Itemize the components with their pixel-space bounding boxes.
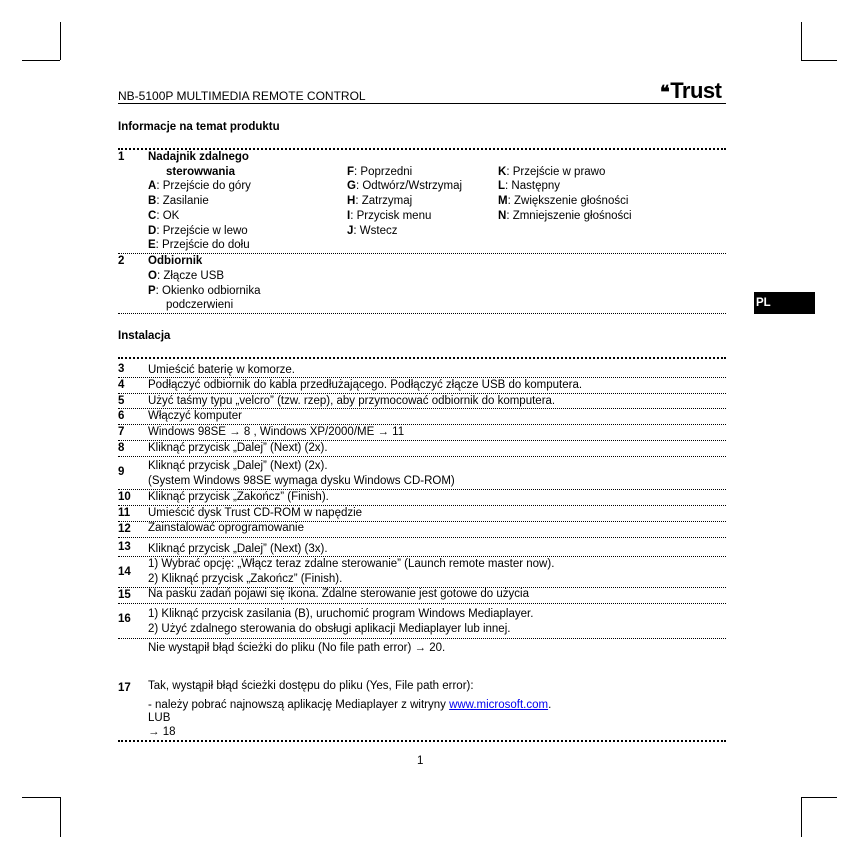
legend-entry: F: Poprzedni (347, 166, 413, 178)
item-title: Nadajnik zdalnego (148, 151, 249, 163)
legend-entry: E: Przejście do dołu (148, 239, 250, 251)
legend-entry: I: Przycisk menu (347, 210, 432, 222)
step-number: 17 (118, 682, 131, 694)
item-number: 2 (118, 255, 125, 267)
page-number: 1 (417, 755, 424, 767)
step-number: 9 (118, 466, 125, 478)
legend-entry: B: Zasilanie (148, 195, 209, 207)
legend-entry: D: Przejście w lewo (148, 225, 248, 237)
legend-entry: O: Złącze USB (148, 270, 225, 282)
legend-entry: J: Wstecz (347, 225, 398, 237)
legend-entry: A: Przejście do góry (148, 180, 251, 192)
crop-mark-bottom-left-v (60, 797, 61, 837)
step-text: 1) Wybrać opcję: „Włącz teraz zdalne sterowanie” (Launch remote master now). (148, 558, 555, 570)
legend-entry: N: Zmniejszenie głośności (498, 210, 632, 222)
legend-entry: G: Odtwórz/Wstrzymaj (347, 180, 463, 192)
step-text: Umieścić baterię w komorze. (148, 364, 295, 376)
step-number: 10 (118, 491, 131, 503)
product-info-heading: Informacje na temat produktu (118, 121, 280, 133)
crop-mark-top-left-v (60, 22, 61, 60)
step-number: 6 (118, 410, 125, 422)
step-text: Kliknąć przycisk „Zakończ” (Finish). (148, 491, 329, 503)
document-title: NB-5100P MULTIMEDIA REMOTE CONTROL (118, 89, 366, 103)
step-text: Windows 98SE → 8 , Windows XP/2000/ME → 11 (148, 426, 405, 438)
step-text: Tak, wystąpił błąd ścieżki dostępu do pliku (Yes, File path error): (148, 680, 474, 692)
step-text: Podłączyć odbiornik do kabla przedłużającego. Podłączyć złącze USB do komputera. (148, 379, 583, 391)
divider (118, 603, 726, 604)
step-number: 14 (118, 566, 131, 578)
step-text: Nie wystąpił błąd ścieżki do pliku (No file path error) → 20. (148, 642, 446, 654)
step-text: Kliknąć przycisk „Dalej” (Next) (3x). (148, 543, 328, 555)
step-text: Użyć taśmy typu „velcro” (tzw. rzep), aby przymocować odbiornik do komputera. (148, 395, 556, 407)
step-text: Włączyć komputer (148, 410, 242, 422)
trust-logo-mark-icon: ❝ (660, 82, 670, 102)
legend-entry: K: Przejście w prawo (498, 166, 606, 178)
trust-logo (660, 78, 721, 104)
divider (118, 313, 726, 314)
item-number: 1 (118, 151, 125, 163)
step-text: Umieścić dysk Trust CD-ROM w napędzie (148, 507, 363, 519)
legend-entry: C: OK (148, 210, 180, 222)
crop-mark-bottom-right-v (801, 797, 802, 837)
crop-mark-top-right-h (801, 60, 837, 61)
step-text: (System Windows 98SE wymaga dysku Windows CD-ROM) (148, 475, 455, 487)
step-text: Kliknąć przycisk „Dalej” (Next) (2x). (148, 460, 328, 472)
crop-mark-bottom-left-h (22, 797, 60, 798)
step-text: Kliknąć przycisk „Dalej” (Next) (2x). (148, 442, 328, 454)
header-rule (118, 103, 726, 104)
legend-entry: L: Następny (498, 180, 561, 192)
step-text: LUB (148, 712, 171, 724)
step-text: 2) Kliknąć przycisk „Zakończ” (Finish). (148, 573, 343, 585)
step-text: 1) Kliknąć przycisk zasilania (B), uruchomić program Windows Mediaplayer. (148, 608, 534, 620)
item-title: Odbiornik (148, 255, 203, 267)
legend-entry: M: Zwiększenie głośności (498, 195, 629, 207)
step-number: 15 (118, 589, 131, 601)
step-number: 13 (118, 541, 131, 553)
trust-logo-text: Trust (670, 78, 722, 103)
divider (118, 253, 726, 254)
crop-mark-top-left-h (22, 60, 60, 61)
step-number: 11 (118, 507, 131, 519)
step-text: → 18 (148, 726, 176, 738)
step-text: - należy pobrać najnowszą aplikację Mediaplayer z witryny www.microsoft.com. (148, 699, 552, 711)
language-tab: PL (754, 292, 815, 314)
step-text: Na pasku zadań pojawi się ikona. Zdalne sterowanie jest gotowe do użycia (148, 588, 529, 600)
legend-entry: P: Okienko odbiornika (148, 285, 261, 297)
step-number: 4 (118, 379, 125, 391)
step-number: 8 (118, 442, 125, 454)
legend-entry-cont: podczerwieni (166, 299, 234, 311)
divider (118, 537, 726, 538)
step-number: 12 (118, 523, 131, 535)
installation-heading: Instalacja (118, 330, 171, 342)
divider (118, 740, 726, 742)
item-title-cont: sterowwania (166, 166, 236, 178)
step-text: 2) Użyć zdalnego sterowania do obsługi aplikacji Mediaplayer lub innej. (148, 623, 511, 635)
crop-mark-bottom-right-h (801, 797, 837, 798)
step-text: Zainstalować oprogramowanie (148, 522, 304, 534)
legend-entry: H: Zatrzymaj (347, 195, 413, 207)
step-number: 16 (118, 613, 131, 625)
step-number: 7 (118, 426, 125, 438)
step-number: 3 (118, 363, 125, 375)
divider (118, 638, 726, 639)
microsoft-link[interactable]: www.microsoft.com (449, 699, 549, 711)
divider (118, 357, 726, 359)
step-number: 5 (118, 395, 125, 407)
crop-mark-top-right-v (801, 22, 802, 60)
divider (118, 456, 726, 457)
